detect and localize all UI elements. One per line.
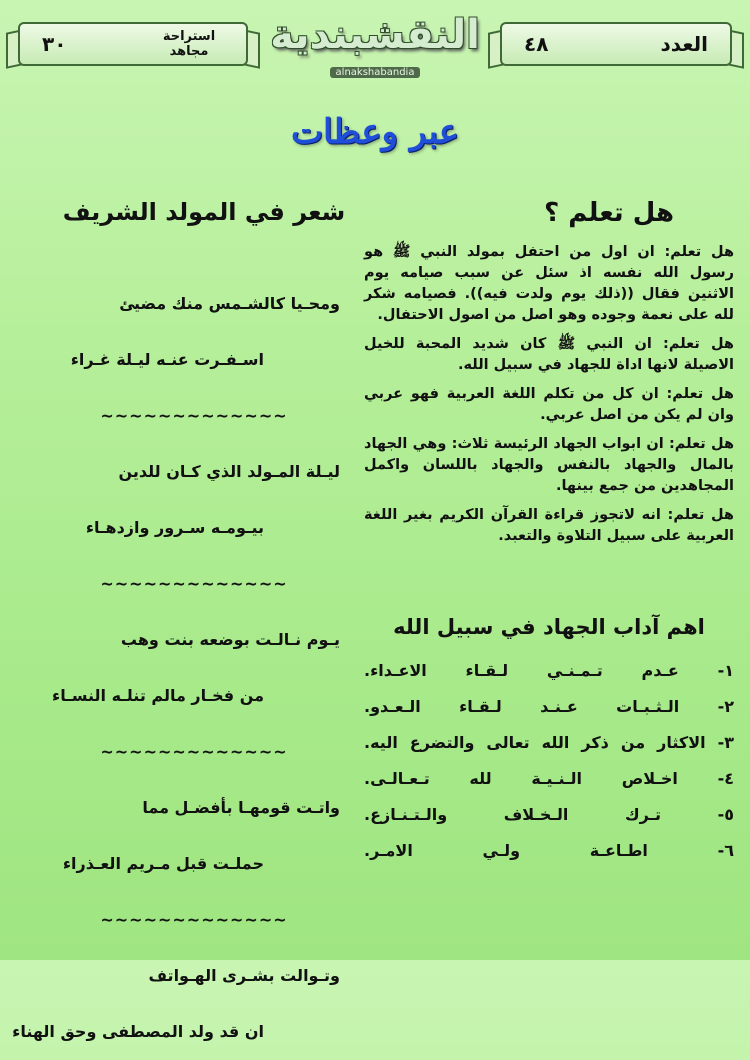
issue-label: العدد [660, 32, 708, 56]
adab-list [364, 653, 734, 869]
poem-separator: ~~~~~~~~~~~~~ [100, 742, 288, 761]
fact-paragraph: هل تعلم: ان اول من احتفل بمولد النبي ﷺ هو رسول الله نفسه اذ سئل عن سبب صيامه يوم الاثنين فقال ((ذلك يوم ولدت فيه)). فصيامه شكر لله على نعمة وجوده وهو اصل من اصول الاحتفال. [364, 244, 734, 323]
poem-verse: اسـفـرت عنـه ليـلة غـراء [70, 350, 264, 369]
section-ribbon [18, 22, 248, 66]
section-name-line2: مجاهد [169, 44, 209, 59]
poem-verse: حملـت قبل مـريم العـذراء [62, 854, 264, 873]
poem-separator: ~~~~~~~~~~~~~ [100, 406, 288, 425]
page-heading: عبر وعظات [290, 112, 460, 152]
poem-verse: واتـت قومهـا بأفضـل مما [142, 798, 340, 817]
fact-paragraph: هل تعلم: ان كل من تكلم اللغة العربية فهو عربي وان لم يكن من اصل عربي. [364, 386, 734, 423]
logo-subtext: alnakshabandia [330, 67, 421, 78]
poem-verse: من فخـار مالم تنلـه النسـاء [52, 686, 264, 705]
adab-item: ٤- اخـلاص الـنـيـة لله تـعـالـى. [364, 769, 734, 788]
adab-item: ١- عـدم تـمـنـي لـقـاء الاعـداء. [364, 661, 734, 680]
issue-number: ٤٨ [524, 32, 549, 56]
poem-separator: ~~~~~~~~~~~~~ [100, 910, 288, 929]
poem-verse: وتـوالت بشـرى الهـواتف [148, 966, 340, 985]
poem-verses [14, 276, 354, 1060]
poem-separator: ~~~~~~~~~~~~~ [100, 574, 288, 593]
fact-paragraph: هل تعلم: ان النبي ﷺ كان شديد المحبة للخيل الاصيلة لانها اداة للجهاد في سبيل الله. [364, 336, 734, 373]
issue-ribbon [500, 22, 732, 66]
fact-paragraph: هل تعلم: انه لاتجوز قراءة القرآن الكريم بغير اللغة العربية على سبيل التلاوة والتعبد. [364, 507, 734, 544]
adab-title: اهم آداب الجهاد في سبيل الله [393, 615, 705, 639]
adab-item: ٣- الاكثار من ذكر الله تعالى والتضرع اليه. [364, 733, 734, 752]
magazine-logo [262, 10, 488, 80]
poem-verse: بيـومـه سـرور وازدهـاء [85, 518, 264, 537]
facts-list [364, 242, 734, 547]
adab-item: ٦- اطـاعـة ولـي الامـر. [364, 841, 734, 860]
section-name-line1: استراحة [162, 29, 216, 44]
adab-item: ٥- تـرك الـخـلاف والـتـنـازع. [364, 805, 734, 824]
fact-paragraph: هل تعلم: ان ابواب الجهاد الرئيسة ثلاث: وهي الجهاد بالمال والجهاد بالنفس والجهاد باللسان واكمل المجاهدين من جمع بينها. [364, 436, 734, 494]
left-column [14, 198, 354, 1060]
adab-item: ٢- الـثـبـات عـنـد لـقـاء الـعـدو. [364, 697, 734, 716]
right-column [364, 198, 734, 869]
poem-verse: يـوم نـالـت بوضعه بنت وهب [120, 630, 340, 649]
page-number: ٣٠ [42, 32, 67, 56]
logo-text: النقشبندية [270, 12, 480, 58]
section-name [154, 29, 224, 59]
did-you-know-title: هل تعلم ؟ [544, 198, 674, 228]
poem-verse: ليـلة المـولد الذي كـان للدين [118, 462, 340, 481]
poem-verse: ومحـيا كالشـمس منك مضيئ [119, 294, 340, 313]
poem-title: شعر في المولد الشريف [62, 198, 346, 226]
poem-verse: ان قد ولد المصطفى وحق الهناء [12, 1022, 264, 1041]
